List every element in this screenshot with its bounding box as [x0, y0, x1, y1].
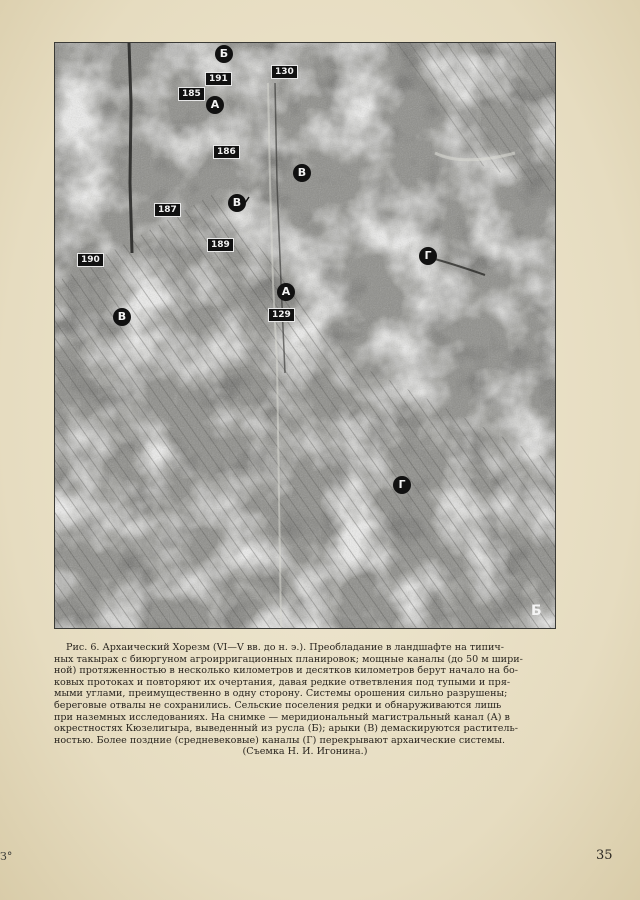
- caption-line: ковых протоках и повторяют их очертания, давая редкие ответвления под тупыми и пря-: [54, 676, 511, 688]
- letter-label-b-bottom: Б: [531, 603, 542, 619]
- caption-line: ностью. Более поздние (средневековые) каналы (Г) перекрывают архаические системы.: [54, 734, 506, 746]
- figure-caption: [54, 642, 556, 758]
- letter-label-b-top: Б: [215, 45, 233, 63]
- caption-line: мыми углами, преимущественно в одну сторону. Системы орошения сильно разрушены;: [54, 688, 508, 700]
- letter-label-g-right: Г: [419, 247, 437, 265]
- letter-label-a-top: А: [206, 96, 224, 114]
- caption-line: береговые отвалы не сохранились. Сельские поселения редки и обнаруживаются лишь: [54, 699, 502, 711]
- aerial-terrain-image: [55, 43, 555, 628]
- plot-label-189: 189: [207, 238, 234, 252]
- photo-credit: (Съемка Н. И. Игонина.): [242, 746, 368, 758]
- plot-label-186: 186: [213, 145, 240, 159]
- caption-line: окрестностях Кюзелигыра, выведенный из русла (Б); арыки (В) демаскируются раститель-: [54, 723, 518, 735]
- plot-label-191: 191: [205, 72, 232, 86]
- letter-label-v-left: В: [113, 308, 131, 326]
- letter-label-a-mid: А: [277, 283, 295, 301]
- edge-mark: З°: [0, 850, 13, 863]
- caption-line: Рис. 6. Архаический Хорезм (VI—V вв. до н. э.). Преобладание в ландшафте на типич-: [66, 642, 504, 653]
- plot-label-129: 129: [268, 308, 295, 322]
- caption-line: ных такырах с биюргуном агроирригационных планировок; мощные каналы (до 50 м шири-: [54, 653, 523, 665]
- caption-line: ной) протяженностью в несколько километров и десятков километров берут начало на бо-: [54, 665, 518, 677]
- plot-label-185: 185: [178, 87, 205, 101]
- aerial-photograph: [54, 42, 556, 629]
- caption-line: при наземных исследованиях. На снимке — меридиональный магистральный канал (А) в: [54, 711, 510, 723]
- page-number: 35: [596, 848, 613, 863]
- plot-label-130: 130: [271, 65, 298, 79]
- plot-label-187: 187: [154, 203, 181, 217]
- letter-label-v-arrow: В: [228, 194, 246, 212]
- plot-label-190: 190: [77, 253, 104, 267]
- letter-label-v-right: В: [293, 164, 311, 182]
- letter-label-g-lower: Г: [393, 476, 411, 494]
